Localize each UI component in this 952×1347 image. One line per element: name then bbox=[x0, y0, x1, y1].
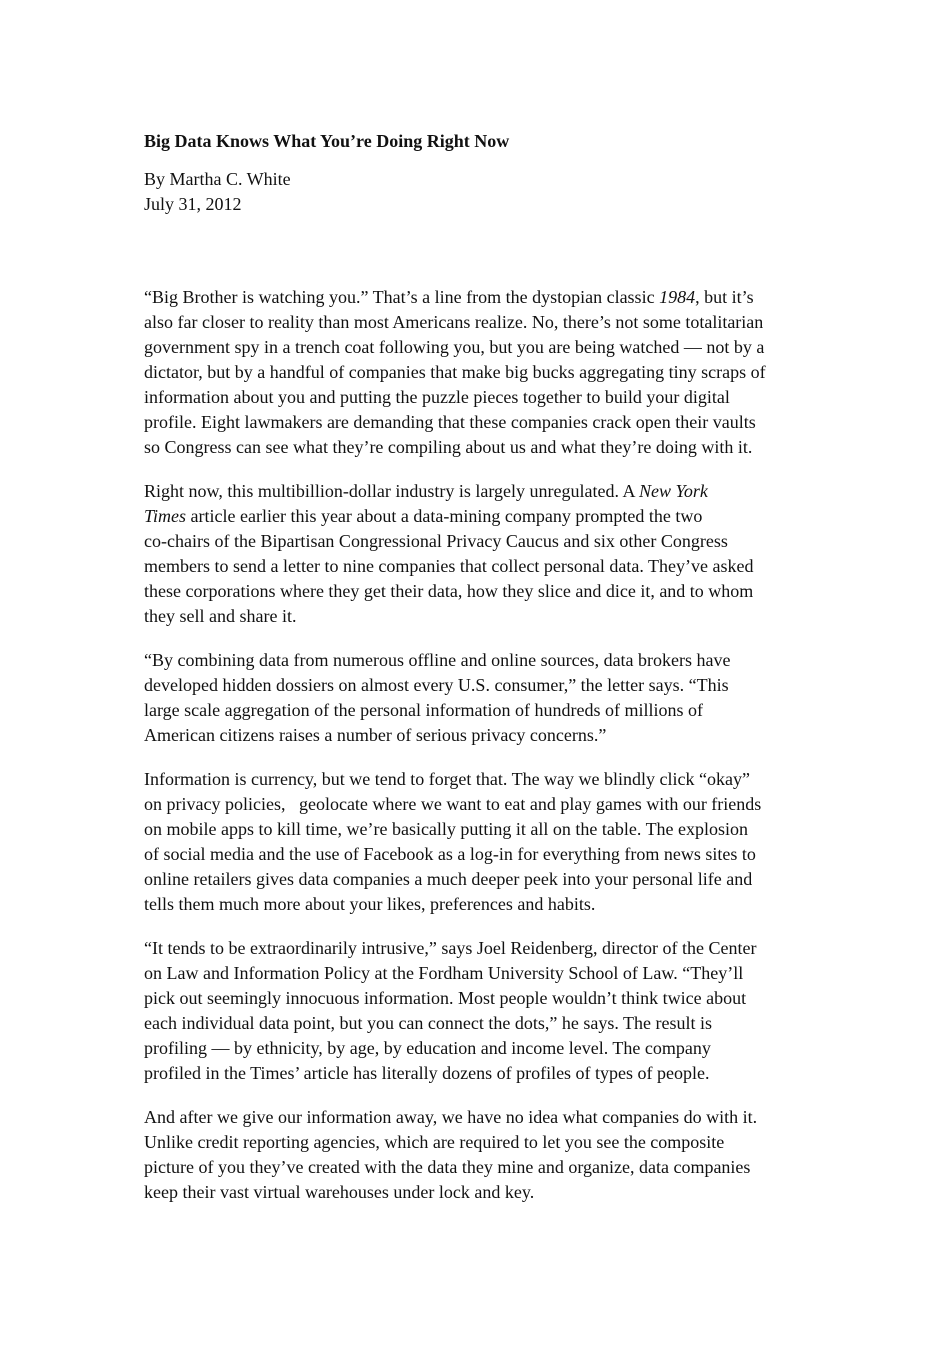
text-run: profiling — by ethnicity, by age, by education and income level. The company bbox=[144, 1038, 711, 1058]
text-run: profiled in the Times’ article has literally dozens of profiles of types of people. bbox=[144, 1063, 710, 1083]
text-run: each individual data point, but you can connect the dots,” he says. The result is bbox=[144, 1013, 713, 1033]
text-run: And after we give our information away, we have no idea what companies do with it. bbox=[144, 1107, 758, 1127]
text-run: keep their vast virtual warehouses under lock and key. bbox=[144, 1182, 535, 1202]
byline bbox=[144, 167, 291, 217]
text-run: members to send a letter to nine companies that collect personal data. They’ve asked bbox=[144, 556, 754, 576]
text-run: online retailers gives data companies a much deeper peek into your personal life and bbox=[144, 869, 753, 889]
paragraph bbox=[144, 648, 824, 748]
text-line bbox=[144, 335, 824, 360]
text-run: Right now, this multibillion-dollar industry is largely unregulated. A bbox=[144, 481, 639, 501]
text-line bbox=[144, 867, 824, 892]
text-run: “By combining data from numerous offline and online sources, data brokers have bbox=[144, 650, 731, 670]
text-run: article earlier this year about a data-mining company prompted the two bbox=[186, 506, 703, 526]
text-run: developed hidden dossiers on almost every U.S. consumer,” the letter says. “This bbox=[144, 675, 729, 695]
text-line bbox=[144, 410, 824, 435]
text-run: so Congress can see what they’re compiling about us and what they’re doing with it. bbox=[144, 437, 753, 457]
text-line bbox=[144, 360, 824, 385]
text-line bbox=[144, 579, 824, 604]
text-run: also far closer to reality than most Americans realize. No, there’s not some totalitarian bbox=[144, 312, 764, 332]
paragraph bbox=[144, 936, 824, 1086]
text-run: picture of you they’ve created with the data they mine and organize, data companies bbox=[144, 1157, 751, 1177]
text-run: “It tends to be extraordinarily intrusive,” says Joel Reidenberg, director of the Center bbox=[144, 938, 757, 958]
text-run: information about you and putting the puzzle pieces together to build your digital bbox=[144, 387, 730, 407]
text-line bbox=[144, 961, 824, 986]
text-run: Unlike credit reporting agencies, which are required to let you see the composite bbox=[144, 1132, 725, 1152]
text-line bbox=[144, 817, 824, 842]
paragraph bbox=[144, 1105, 824, 1205]
text-line bbox=[144, 842, 824, 867]
text-line bbox=[144, 435, 824, 460]
text-run: large scale aggregation of the personal information of hundreds of millions of bbox=[144, 700, 704, 720]
text-line bbox=[144, 698, 824, 723]
text-line bbox=[144, 1180, 824, 1205]
text-run: tells them much more about your likes, preferences and habits. bbox=[144, 894, 596, 914]
text-line bbox=[144, 554, 824, 579]
paragraph bbox=[144, 479, 824, 629]
text-line bbox=[144, 285, 824, 310]
italic-text: 1984 bbox=[659, 287, 696, 307]
text-line bbox=[144, 1011, 824, 1036]
text-line bbox=[144, 504, 824, 529]
italic-text: Times bbox=[144, 506, 187, 526]
text-line bbox=[144, 936, 824, 961]
text-run: , but it’s bbox=[695, 287, 754, 307]
article-title: Big Data Knows What You’re Doing Right Now bbox=[144, 131, 510, 151]
text-run: American citizens raises a number of serious privacy concerns.” bbox=[144, 725, 607, 745]
text-line bbox=[144, 1061, 824, 1086]
text-run: pick out seemingly innocuous information. Most people wouldn’t think twice about bbox=[144, 988, 747, 1008]
text-line bbox=[144, 310, 824, 335]
text-run: on privacy policies, geolocate where we want to eat and play games with our friends bbox=[144, 794, 762, 814]
text-line bbox=[144, 1105, 824, 1130]
text-line bbox=[144, 479, 824, 504]
article-body bbox=[144, 285, 824, 1224]
text-line bbox=[144, 892, 824, 917]
text-line bbox=[144, 1130, 824, 1155]
text-line bbox=[144, 1036, 824, 1061]
text-line bbox=[144, 767, 824, 792]
paragraph bbox=[144, 285, 824, 460]
text-line bbox=[144, 604, 824, 629]
text-run: on mobile apps to kill time, we’re basically putting it all on the table. The explosion bbox=[144, 819, 749, 839]
text-line bbox=[144, 792, 824, 817]
text-run: they sell and share it. bbox=[144, 606, 297, 626]
text-run: profile. Eight lawmakers are demanding that these companies crack open their vaults bbox=[144, 412, 756, 432]
text-line bbox=[144, 529, 824, 554]
text-run: of social media and the use of Facebook as a log-in for everything from news sites to bbox=[144, 844, 756, 864]
text-line bbox=[144, 1155, 824, 1180]
text-run: government spy in a trench coat following you, but you are being watched — not by a bbox=[144, 337, 765, 357]
paragraph bbox=[144, 767, 824, 917]
text-run: co-chairs of the Bipartisan Congressional Privacy Caucus and six other Congress bbox=[144, 531, 728, 551]
text-line bbox=[144, 723, 824, 748]
text-line bbox=[144, 673, 824, 698]
text-line bbox=[144, 986, 824, 1011]
text-run: on Law and Information Policy at the Fordham University School of Law. “They’ll bbox=[144, 963, 744, 983]
text-line bbox=[144, 385, 824, 410]
text-line bbox=[144, 648, 824, 673]
date-line: July 31, 2012 bbox=[144, 194, 242, 214]
text-run: “Big Brother is watching you.” That’s a line from the dystopian classic bbox=[144, 287, 660, 307]
text-run: dictator, but by a handful of companies that make big bucks aggregating tiny scraps of bbox=[144, 362, 766, 382]
italic-text: New York bbox=[638, 481, 708, 501]
text-run: these corporations where they get their data, how they slice and dice it, and to whom bbox=[144, 581, 754, 601]
text-run: Information is currency, but we tend to forget that. The way we blindly click “okay” bbox=[144, 769, 750, 789]
author-line: By Martha C. White bbox=[144, 169, 291, 189]
